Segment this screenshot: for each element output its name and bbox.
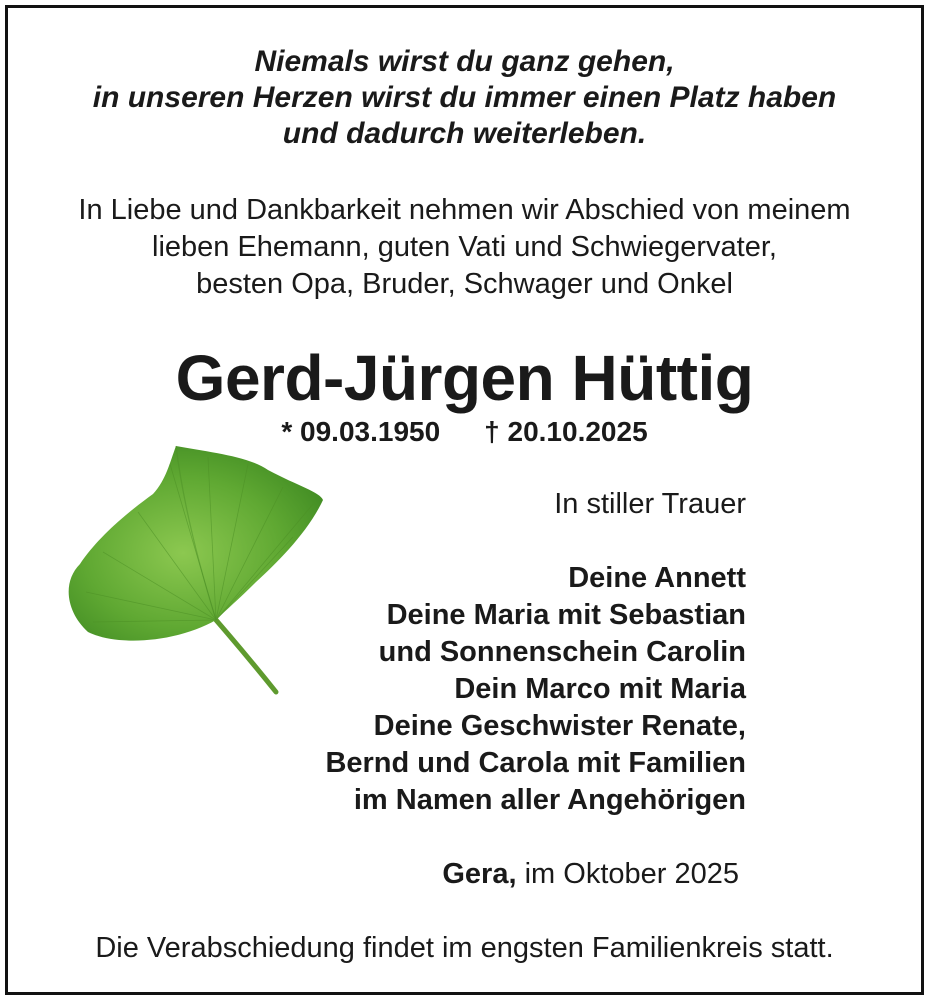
intro-line: lieben Ehemann, guten Vati und Schwiegervater, [152, 231, 777, 263]
place-and-date [442, 856, 739, 892]
mourner-line: Dein Marco mit Maria [454, 673, 746, 705]
place-date: im Oktober 2025 [516, 858, 739, 890]
verse-line: Niemals wirst du ganz gehen, [254, 45, 675, 78]
mourners-list [325, 560, 746, 819]
ceremony-note: Die Verabschiedung findet im engsten Familienkreis statt. [95, 932, 834, 964]
verse-line: in unseren Herzen wirst du immer einen Platz haben [92, 81, 837, 114]
birth-date: * 09.03.1950 [281, 416, 441, 447]
death-date: † 20.10.2025 [484, 416, 648, 447]
mourner-line: im Namen aller Angehörigen [353, 784, 746, 816]
ginkgo-leaf-icon [58, 442, 328, 702]
farewell-intro [0, 192, 929, 303]
intro-line: In Liebe und Dankbarkeit nehmen wir Abschied von meinem [78, 194, 851, 226]
mourning-label: In stiller Trauer [554, 488, 746, 520]
mourner-line: Deine Annett [568, 562, 746, 594]
mourner-line: Bernd und Carola mit Familien [325, 747, 746, 779]
mourner-line: und Sonnenschein Carolin [378, 636, 746, 668]
intro-line: besten Opa, Bruder, Schwager und Onkel [196, 268, 733, 300]
mourner-line: Deine Maria mit Sebastian [386, 599, 746, 631]
verse-line: und dadurch weiterleben. [282, 117, 647, 150]
place-city: Gera, [442, 858, 517, 890]
mourner-line: Deine Geschwister Renate, [373, 710, 746, 742]
memorial-verse [0, 44, 929, 152]
deceased-name: Gerd-Jürgen Hüttig [175, 342, 754, 414]
